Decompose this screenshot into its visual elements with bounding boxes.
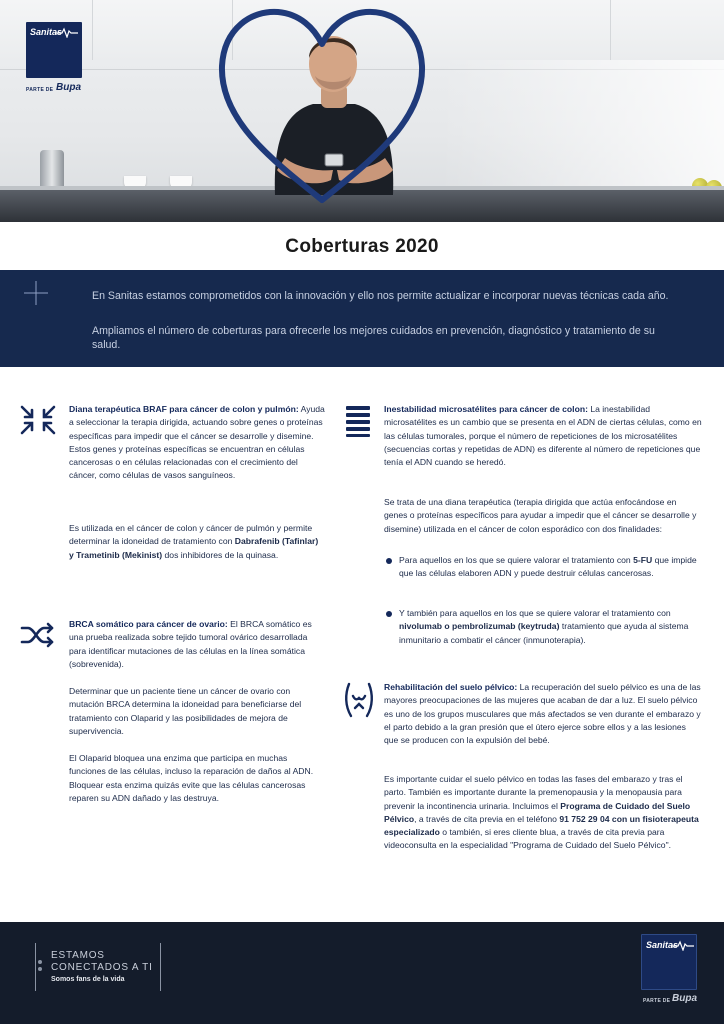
tagline-line-2: CONECTADOS A TI	[51, 962, 153, 973]
small-logo-mark	[37, 958, 43, 974]
pelvic-body-2a: Es importante cuidar el suelo pélvico en todas las fases del embarazo y tras el parto. También es importante durante la premenopausia y la menopausia para prevenir la incontinencia urinaria. Incluimos el	[384, 774, 683, 811]
msi-bullet-2	[399, 607, 702, 647]
pelvic-body-2e: o también, si eres cliente blua, a través de cita previa para videoconsulta en la especialidad "Programa de Cuidado del Suelo Pélvico".	[384, 827, 672, 851]
braf-body-1: Ayuda a seleccionar la terapia dirigida, actuando sobre genes o proteínas específicas para impedir que el cáncer se desarrolle y disemine. Estos genes y proteínas específicas se encuentran en células cancerosas o en células relacionadas con el crecimiento del cáncer, como células de vasos sanguíneos.	[69, 404, 325, 481]
msi-body-2: Se trata de una diana terapéutica (terapia dirigida que actúa enfocándose en genes o proteínas específicos para ayudar a impedir que el cáncer se desarrolle y disemine) utilizada en el cáncer de colon esporádico con dos finalidades:	[384, 497, 697, 534]
msi-section	[384, 403, 702, 469]
parte-de-label: PARTE DE	[26, 87, 54, 93]
bullet-dot	[386, 558, 392, 564]
brca-section	[69, 618, 325, 671]
sanitas-footer-logo	[641, 934, 697, 990]
bupa-wordmark: Bupa	[56, 82, 81, 93]
heart-outline-icon	[212, 0, 432, 210]
braf-body-2-pre: Es utilizada en el cáncer de colon y cáncer de pulmón y permite determinar la idoneidad de tratamiento con	[69, 523, 313, 547]
parte-de-label: PARTE DE	[643, 998, 671, 1004]
braf-drugs: Dabrafenib (Tafinlar) y Trametinib (Mekinist)	[69, 536, 319, 560]
heartbeat-icon	[56, 26, 78, 38]
pelvic-body-1: La recuperación del suelo pélvico es una de las mayores preocupaciones de las mujeres que acaban de dar a luz. El suelo pélvico es uno de los grupos musculares que más afectados se ven durante el embarazo y el parto debido a la gran presión que el útero ejerce sobre ellos y a las lesiones que se producen con la expulsión del bebé.	[384, 682, 701, 746]
cabinet-divider	[610, 0, 611, 60]
braf-heading: Diana terapéutica BRAF para cáncer de colon y pulmón:	[69, 404, 299, 414]
braf-body-2-post: dos inhibidores de la quinasa.	[162, 549, 279, 560]
brca-body-2: Determinar que un paciente tiene un cáncer de ovario con mutación BRCA determina la idoneidad para beneficiarse del tratamiento con Olaparid y las posibilidades de mejora de supervivencia.	[69, 686, 302, 736]
pelvic-floor-icon	[343, 682, 375, 718]
braf-section	[69, 403, 325, 483]
msi-bullet-1	[399, 554, 702, 581]
intro-band	[0, 270, 724, 367]
brca-body-1: El BRCA somático es una prueba realizada sobre tejido tumoral ovárico desarrollada para identificar mutaciones de las células en la línea somática (sobrevenida).	[69, 619, 312, 669]
msi-heading: Inestabilidad microsatélites para cáncer de colon:	[384, 404, 588, 414]
kettle	[40, 150, 64, 188]
pelvic-body-2	[384, 773, 702, 853]
msi-bullet-2-post: tratamiento que ayuda al sistema inmunitario a combatir el cáncer (inmunoterapia).	[399, 621, 689, 645]
tagline-line-3: Somos fans de la vida	[51, 976, 125, 983]
cabinet-divider	[92, 0, 93, 60]
msi-bullet-2-drug: nivolumab o pembrolizumab (keytruda)	[399, 621, 560, 632]
sanitas-logo	[26, 22, 82, 78]
msi-bullet-2-pre: Y también para aquellos en los que se quiere valorar el tratamiento con	[399, 608, 671, 618]
pelvic-program-name: Programa de Cuidado del Suelo Pélvico	[384, 800, 691, 824]
pelvic-heading: Rehabilitación del suelo pélvico:	[384, 682, 518, 692]
arrows-inward-icon	[18, 404, 58, 436]
msi-bullet-1-drug: 5-FU	[633, 555, 653, 565]
hero-image	[0, 0, 724, 222]
bullet-dot	[386, 611, 392, 617]
pelvic-section	[384, 681, 702, 747]
sanitas-wordmark: Sanitas	[646, 940, 679, 950]
intro-paragraph-2: Ampliamos el número de coberturas para ofrecerle los mejores cuidados en prevención, diagnóstico y tratamiento de su salud.	[92, 325, 655, 351]
pelvic-phone[interactable]: 91 752 29 04 con un fisioterapeuta especializado	[384, 813, 699, 838]
page-title: Coberturas 2020	[285, 236, 439, 257]
bupa-wordmark: Bupa	[672, 993, 697, 1004]
window-light	[440, 60, 724, 190]
tagline-line-1: ESTAMOS	[51, 950, 105, 961]
heartbeat-icon	[672, 939, 694, 951]
sanitas-wordmark: Sanitas	[30, 27, 63, 37]
shuffle-icon	[20, 622, 56, 648]
braf-section-2	[69, 522, 325, 562]
brca-heading: BRCA somático para cáncer de ovario:	[69, 619, 228, 629]
brca-body-3: El Olaparid bloquea una enzima que participa en muchas funciones de las células, incluso la reparación de daños al ADN. Bloquear esta enzima quizás evite que las células cancerosas reparen su ADN dañado y las destruya.	[69, 753, 314, 803]
intro-paragraph-1: En Sanitas estamos comprometidos con la innovación y ello nos permite actualizar e incorporar nuevas técnicas cada año.	[92, 290, 669, 302]
msi-bullet-1-post: que impide que las células elaboren ADN y puede destruir células cancerosas.	[399, 555, 697, 579]
msi-body-1: La inestabilidad microsatélites es un cambio que se presenta en el ADN de ciertas células, como en las células tumorales, porque el número de repeticiones de los microsatélites (secuencias cortas y repetidas de ADN) es diferente al número de repeticiones que tenía el ADN cuando se heredó.	[384, 404, 702, 468]
msi-bullet-1-pre: Para aquellos en los que se quiere valorar el tratamiento con	[399, 555, 634, 565]
plus-icon	[24, 281, 48, 305]
stacked-bars-icon	[344, 404, 372, 438]
pelvic-body-2c: , a través de cita previa en el teléfono	[414, 813, 560, 824]
